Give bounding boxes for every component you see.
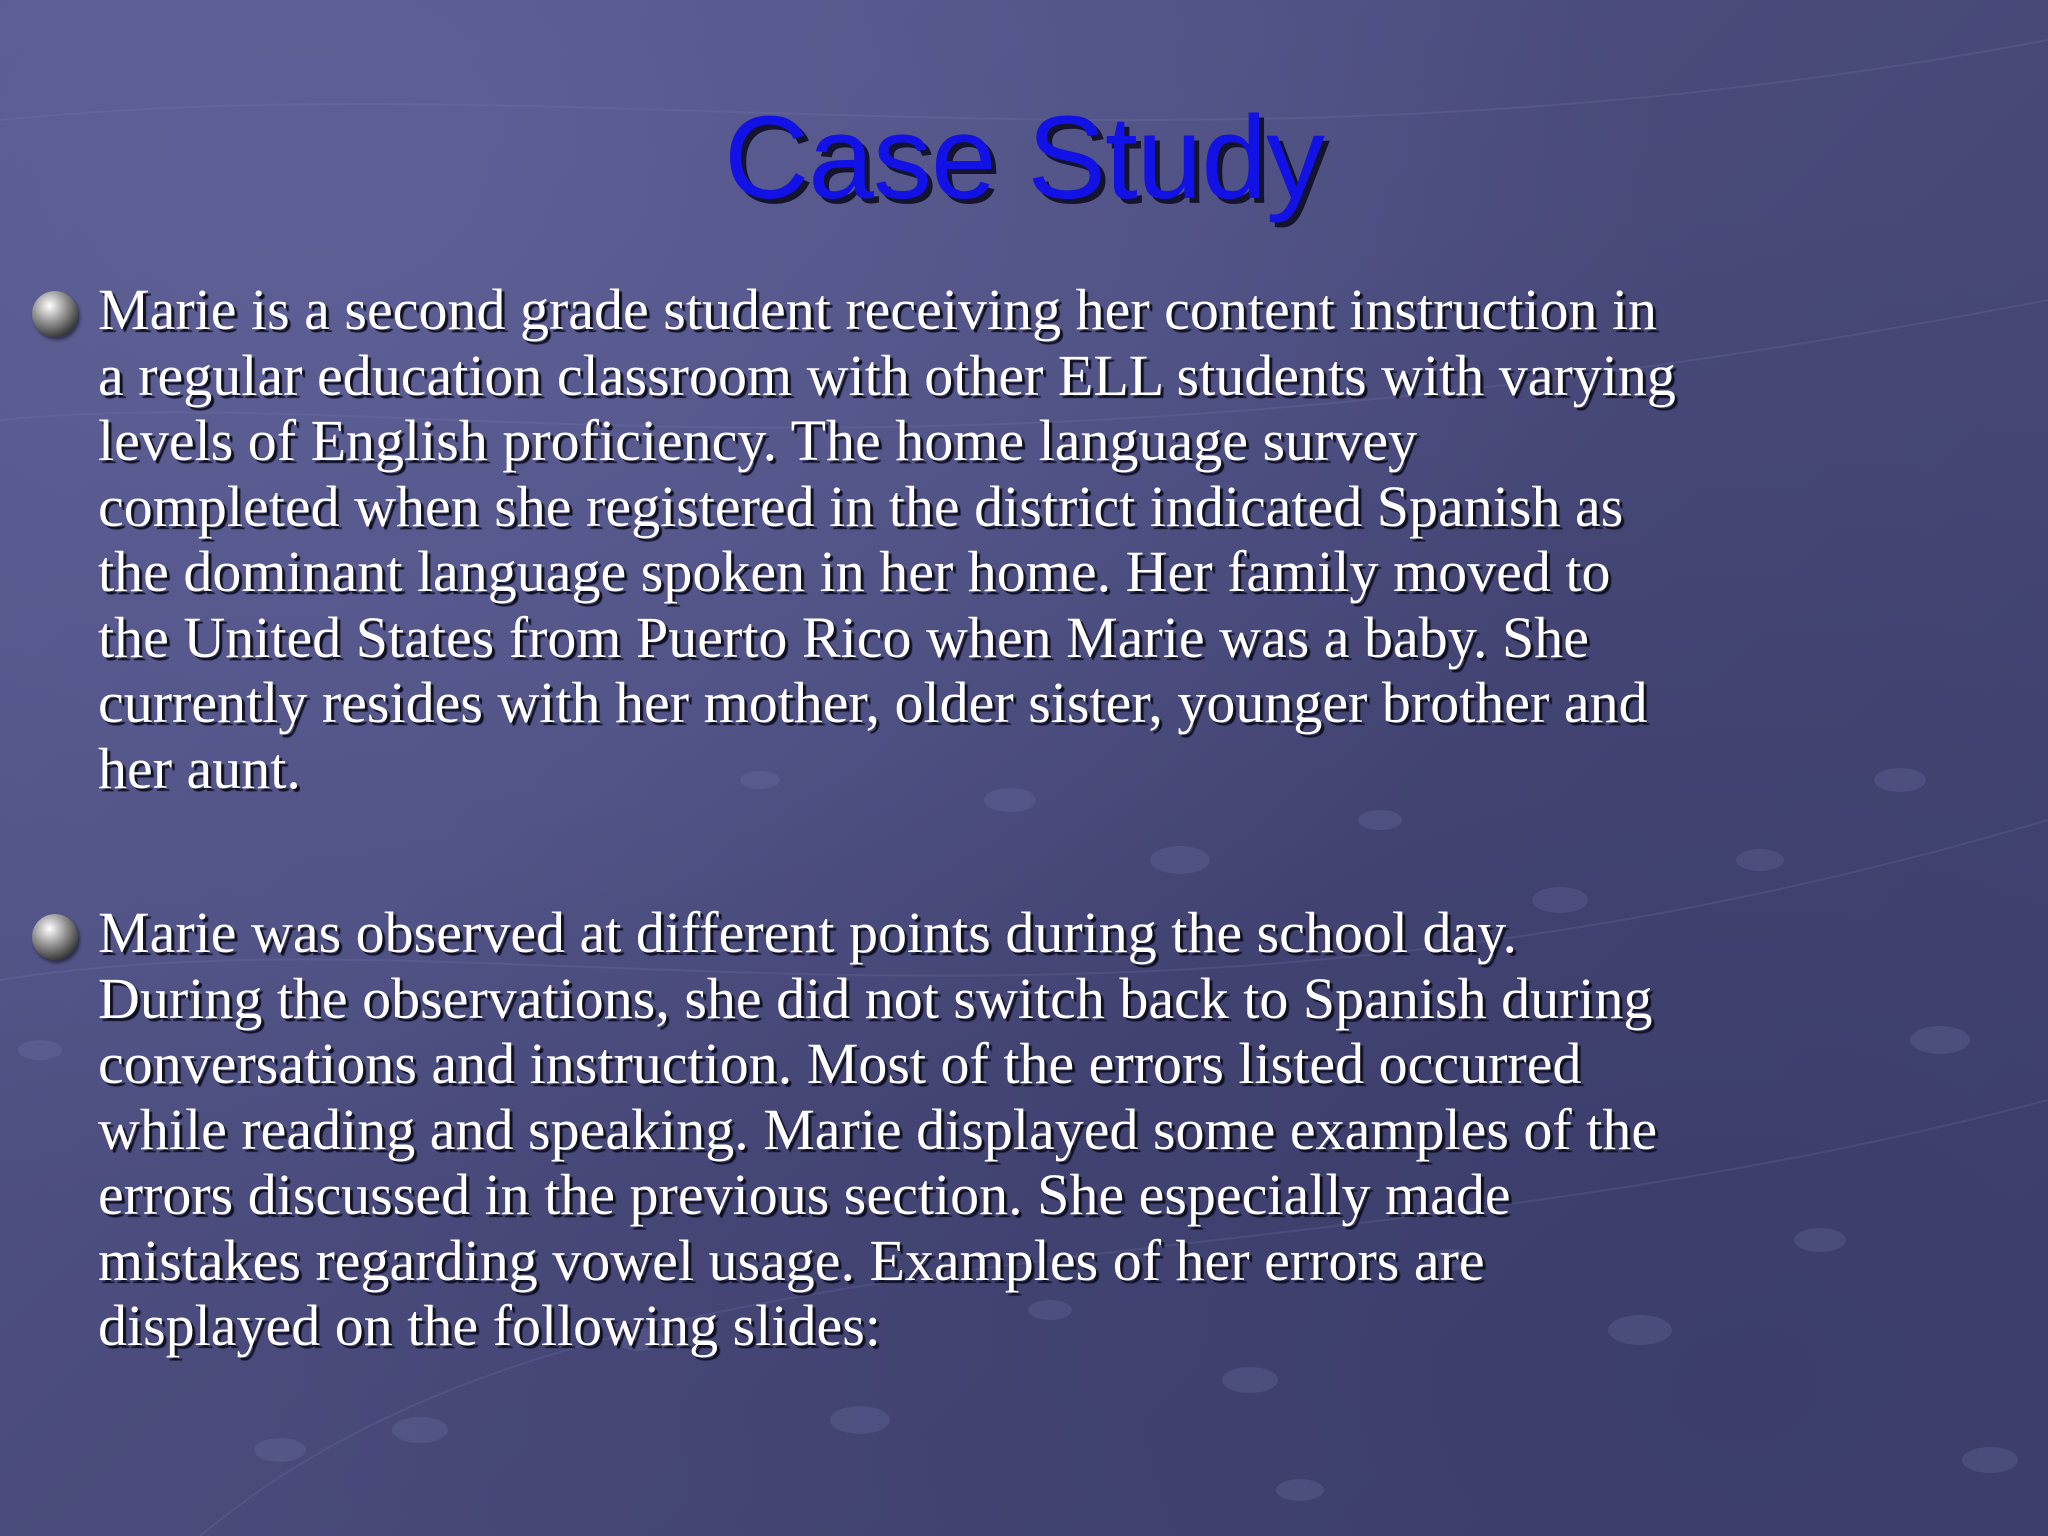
bullet-line: currently resides with her mother, older sister, younger brother and xyxy=(98,670,1648,735)
bullet-line: her aunt. xyxy=(98,735,301,801)
sphere-bullet-icon xyxy=(32,914,78,960)
bullet-line: conversations and instruction. Most of the errors listed occurred xyxy=(98,1031,1582,1096)
bullet-text xyxy=(98,900,2038,1359)
bullet-line: levels of English proficiency. The home language survey xyxy=(98,408,1418,473)
bullet-line: completed when she registered in the district indicated Spanish as xyxy=(98,473,1624,539)
slide-title: Case Study xyxy=(724,92,1324,224)
bullet-line: while reading and speaking. Marie displayed some examples of the xyxy=(98,1096,1658,1162)
bullet-line: the dominant language spoken in her home. Her family moved to xyxy=(98,539,1611,604)
sphere-bullet-icon xyxy=(32,291,78,337)
bullet-line: errors discussed in the previous section. She especially made xyxy=(98,1162,1511,1227)
bullet-line: the United States from Puerto Rico when Marie was a baby. She xyxy=(98,604,1590,670)
bullet-line: a regular education classroom with other ELL students with varying xyxy=(98,342,1676,408)
bullet-line: Marie is a second grade student receiving her content instruction in xyxy=(98,277,1658,342)
bullet-line: Marie was observed at different points during the school day. xyxy=(98,900,1518,965)
bullet-line: During the observations, she did not switch back to Spanish during xyxy=(98,965,1653,1031)
bullet-text xyxy=(98,277,2038,801)
bullet-line: mistakes regarding vowel usage. Examples of her errors are xyxy=(98,1227,1485,1293)
bullet-line: displayed on the following slides: xyxy=(98,1293,881,1358)
